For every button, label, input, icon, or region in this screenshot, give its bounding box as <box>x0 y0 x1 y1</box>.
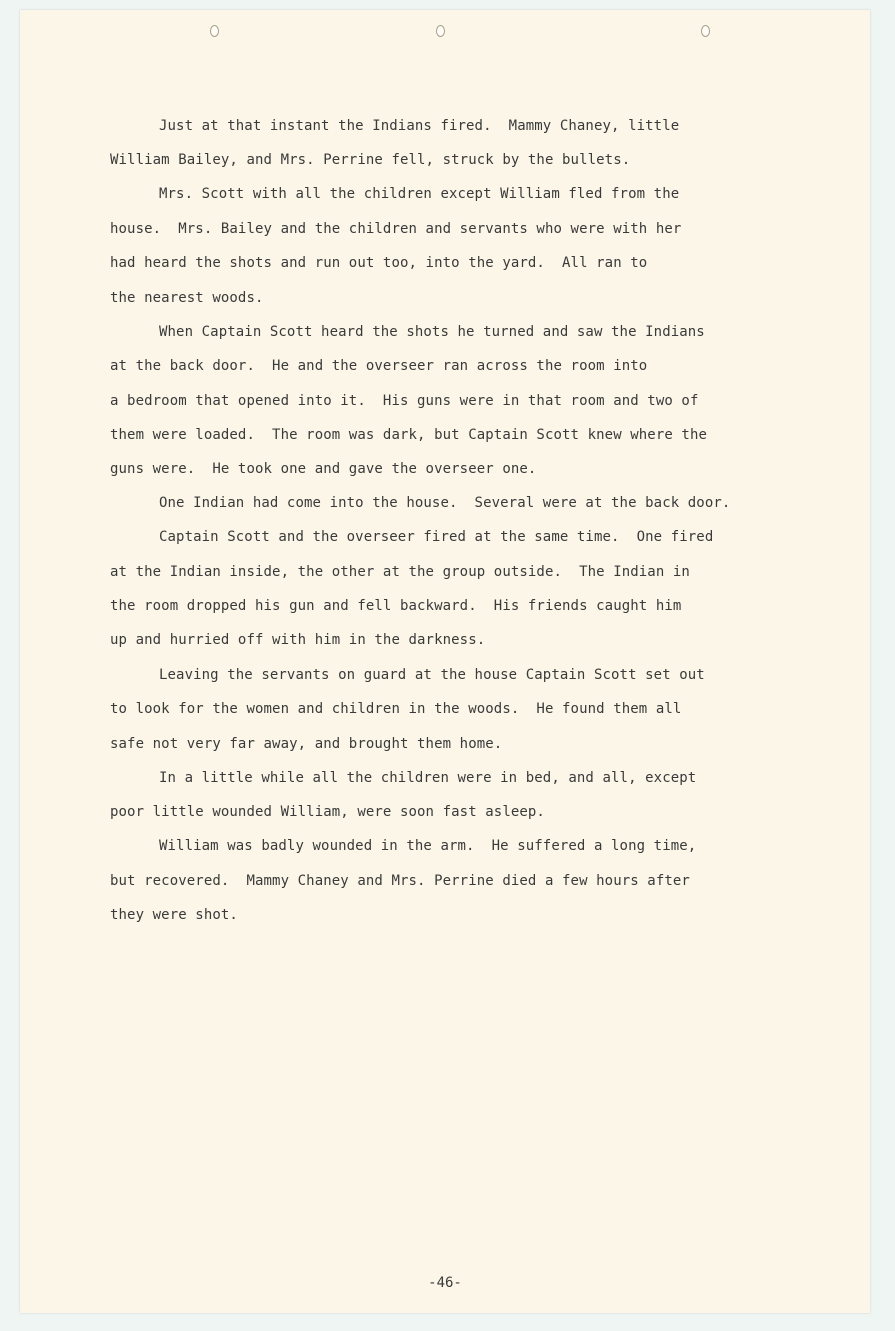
text-line: William Bailey, and Mrs. Perrine fell, struck by the bullets. <box>110 152 631 168</box>
text-line: but recovered. Mammy Chaney and Mrs. Perrine died a few hours after <box>110 873 690 889</box>
text-line: Leaving the servants on guard at the house Captain Scott set out <box>159 667 705 683</box>
text-line: guns were. He took one and gave the overseer one. <box>110 461 537 477</box>
text-line: at the back door. He and the overseer ran across the room into <box>110 358 648 374</box>
punch-hole-left <box>210 25 219 37</box>
text-line: One Indian had come into the house. Several were at the back door. <box>159 495 731 511</box>
typed-page <box>20 10 870 1313</box>
text-line: them were loaded. The room was dark, but Captain Scott knew where the <box>110 427 708 443</box>
punch-hole-right <box>701 25 710 37</box>
text-line: Just at that instant the Indians fired. Mammy Chaney, little <box>159 118 680 134</box>
text-line: the room dropped his gun and fell backward. His friends caught him <box>110 598 682 614</box>
page-number: -46- <box>428 1275 462 1291</box>
punch-hole-center <box>436 25 445 37</box>
text-line: at the Indian inside, the other at the group outside. The Indian in <box>110 564 690 580</box>
text-line: safe not very far away, and brought them home. <box>110 736 503 752</box>
text-line: a bedroom that opened into it. His guns were in that room and two of <box>110 393 699 409</box>
text-line: William was badly wounded in the arm. He suffered a long time, <box>159 838 697 854</box>
text-line: Captain Scott and the overseer fired at the same time. One fired <box>159 529 714 545</box>
text-line: the nearest woods. <box>110 290 264 306</box>
text-line: poor little wounded William, were soon fast asleep. <box>110 804 545 820</box>
text-line: up and hurried off with him in the darkness. <box>110 632 486 648</box>
text-line: to look for the women and children in the woods. He found them all <box>110 701 682 717</box>
text-line: they were shot. <box>110 907 238 923</box>
text-line: had heard the shots and run out too, into the yard. All ran to <box>110 255 648 271</box>
text-line: house. Mrs. Bailey and the children and servants who were with her <box>110 221 682 237</box>
text-line: Mrs. Scott with all the children except William fled from the <box>159 186 680 202</box>
text-line: In a little while all the children were in bed, and all, except <box>159 770 697 786</box>
text-line: When Captain Scott heard the shots he turned and saw the Indians <box>159 324 705 340</box>
